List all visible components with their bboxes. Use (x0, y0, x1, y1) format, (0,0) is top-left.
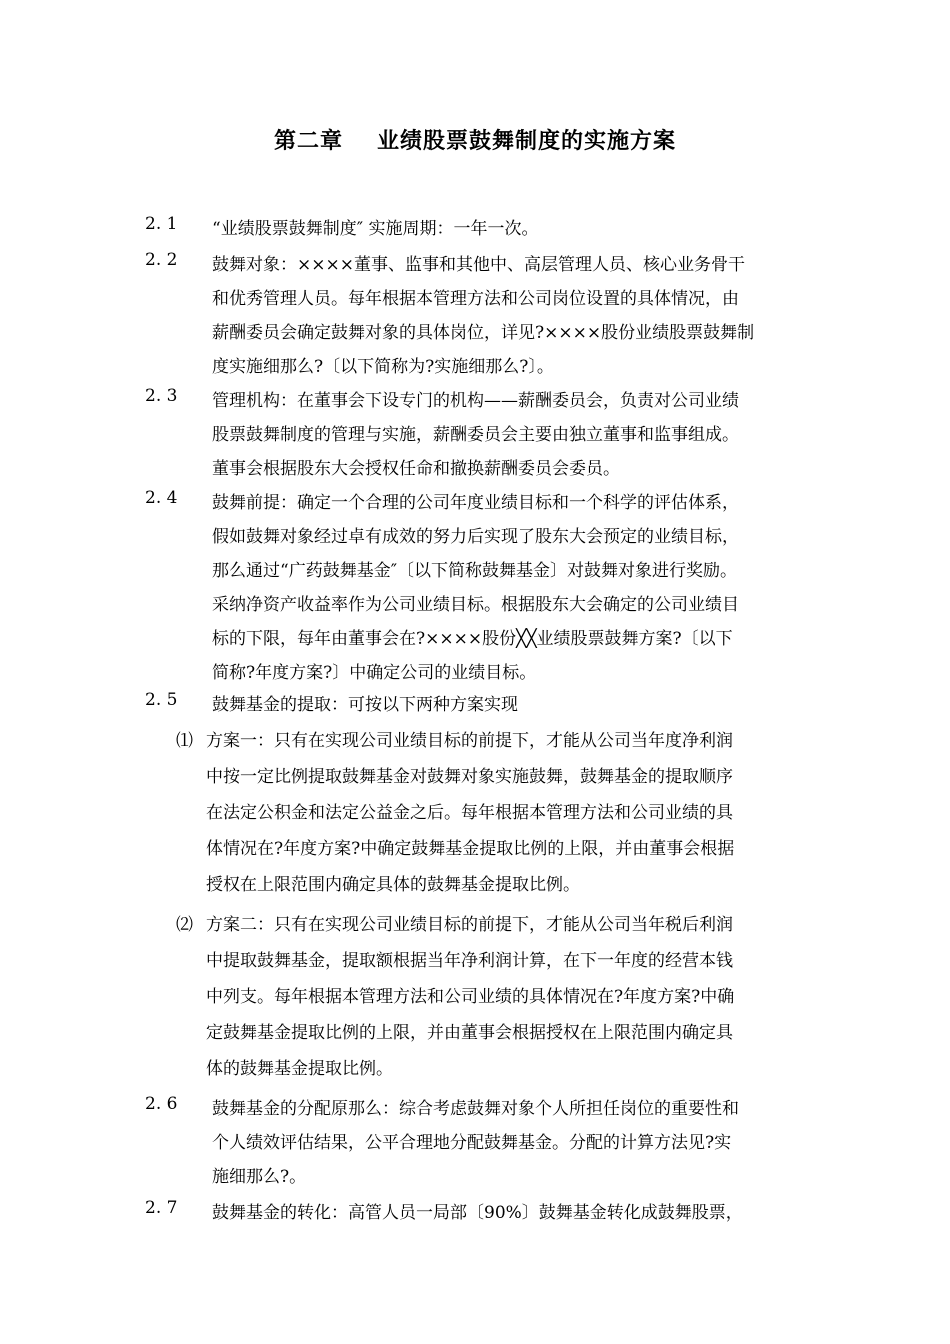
section-number: 2. 7 (145, 1198, 178, 1218)
sub-item-number: ⑵ (176, 915, 193, 935)
section-number: 2. 5 (145, 690, 178, 710)
text-line: 和优秀管理人员。每年根据本管理方法和公司岗位设置的具体情况，由 (212, 289, 739, 309)
text-line: 假如鼓舞对象经过卓有成效的努力后实现了股东大会预定的业绩目标， (212, 527, 739, 547)
text-line: 那么通过“广药鼓舞基金″〔以下简称鼓舞基金〕对鼓舞对象进行奖励。 (212, 561, 738, 581)
sub-item-number: ⑴ (176, 731, 193, 751)
text-line: 薪酬委员会确定鼓舞对象的具体岗位，详见?××××股份业绩股票鼓舞制 (212, 323, 755, 343)
text-line: 中列支。每年根据本管理方法和公司业绩的具体情况在?年度方案?中确 (206, 987, 735, 1007)
text-line: 定鼓舞基金提取比例的上限，并由董事会根据授权在上限范围内确定具 (206, 1023, 733, 1043)
text-line: 体的鼓舞基金提取比例。 (206, 1059, 393, 1079)
text-line: 方案二：只有在实现公司业绩目标的前提下，才能从公司当年税后利润 (206, 915, 733, 935)
text-line: 在法定公积金和法定公益金之后。每年根据本管理方法和公司业绩的具 (206, 803, 733, 823)
text-line: 董事会根据股东大会授权任命和撤换薪酬委员会委员。 (212, 459, 620, 479)
section-number: 2. 3 (145, 386, 178, 406)
text-line: 采纳净资产收益率作为公司业绩目标。根据股东大会确定的公司业绩目 (212, 595, 739, 615)
page-title (0, 124, 950, 155)
text-line: 鼓舞基金的分配原那么：综合考虑鼓舞对象个人所担任岗位的重要性和 (212, 1099, 739, 1119)
section-number: 2. 4 (145, 488, 178, 508)
text-line: 管理机构：在董事会下设专门的机构——薪酬委员会，负责对公司业绩 (212, 391, 739, 411)
text-line: “业绩股票鼓舞制度″ 实施周期：一年一次。 (212, 219, 539, 239)
text-line: 施细那么?。 (212, 1167, 307, 1187)
text-line: 简称?年度方案?〕中确定公司的业绩目标。 (212, 663, 537, 683)
text-line: 方案一：只有在实现公司业绩目标的前提下，才能从公司当年度净利润 (206, 731, 733, 751)
text-line: 鼓舞对象：××××董事、监事和其他中、高层管理人员、核心业务骨干 (212, 255, 745, 275)
text-line: 鼓舞基金的提取：可按以下两种方案实现 (212, 695, 518, 715)
text-line: 中按一定比例提取鼓舞基金对鼓舞对象实施鼓舞，鼓舞基金的提取顺序 (206, 767, 733, 787)
text-line: 标的下限，每年由董事会在?××××股份╳╳业绩股票鼓舞方案?〔以下 (212, 629, 733, 649)
text-line: 中提取鼓舞基金，提取额根据当年净利润计算，在下一年度的经营本钱 (206, 951, 733, 971)
text-line: 鼓舞前提：确定一个合理的公司年度业绩目标和一个科学的评估体系， (212, 493, 739, 513)
text-line: 股票鼓舞制度的管理与实施，薪酬委员会主要由独立董事和监事组成。 (212, 425, 739, 445)
chapter-title: 业绩股票鼓舞制度的实施方案 (377, 128, 677, 154)
text-line: 度实施细那么?〔以下简称为?实施细那么?〕。 (212, 357, 554, 377)
text-line: 个人绩效评估结果，公平合理地分配鼓舞基金。分配的计算方法见?实 (212, 1133, 732, 1153)
text-line: 鼓舞基金的转化：高管人员一局部〔90%〕鼓舞基金转化成鼓舞股票， (212, 1203, 743, 1223)
section-number: 2. 1 (145, 214, 178, 234)
text-line: 体情况在?年度方案?中确定鼓舞基金提取比例的上限，并由董事会根据 (206, 839, 735, 859)
chapter-label: 第二章 (273, 128, 343, 154)
section-number: 2. 6 (145, 1094, 178, 1114)
text-line: 授权在上限范围内确定具体的鼓舞基金提取比例。 (206, 875, 580, 895)
section-number: 2. 2 (145, 250, 178, 270)
